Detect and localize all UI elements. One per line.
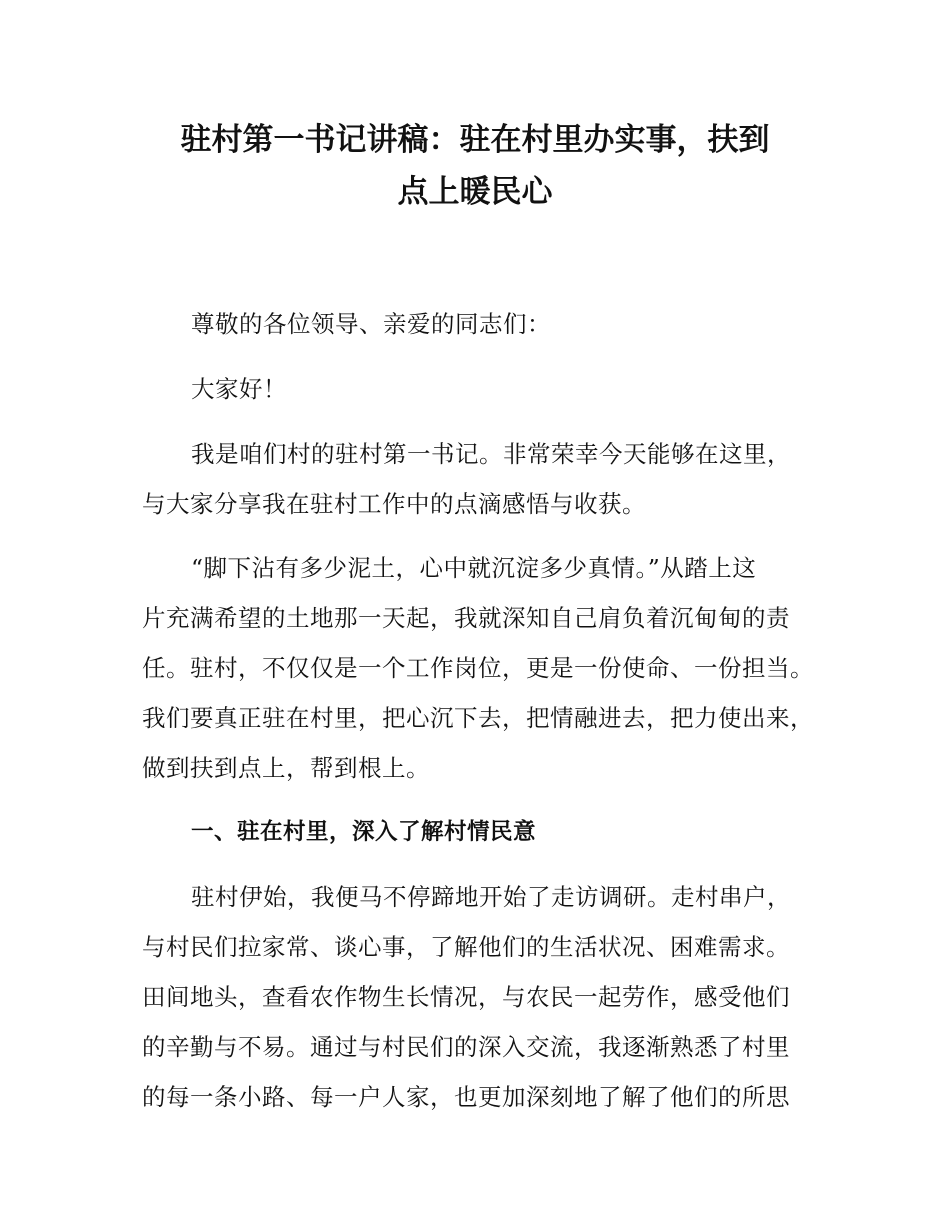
paragraph-2-line-4: 我们要真正驻在村里，把心沉下去，把情融进去，把力使出来， xyxy=(142,704,814,732)
paragraph-3-line-1: 驻村伊始，我便马不停蹄地开始了走访调研。走村串户， xyxy=(191,883,791,911)
paragraph-1-line-1: 我是咱们村的驻村第一书记。非常荣幸今天能够在这里， xyxy=(191,440,791,468)
paragraph-2-line-1: “脚下沾有多少泥土，心中就沉淀多少真情。”从踏上这 xyxy=(191,554,757,582)
paragraph-1-line-2: 与大家分享我在驻村工作中的点滴感悟与收获。 xyxy=(142,490,646,518)
paragraph-2-line-5: 做到扶到点上，帮到根上。 xyxy=(142,754,430,782)
salutation-line: 尊敬的各位领导、亲爱的同志们： xyxy=(191,310,551,338)
greeting-line: 大家好！ xyxy=(191,375,287,403)
paragraph-3-line-4: 的辛勤与不易。通过与村民们的深入交流，我逐渐熟悉了村里 xyxy=(142,1033,790,1061)
section-heading-1: 一、驻在村里，深入了解村情民意 xyxy=(191,819,537,845)
document-title xyxy=(140,114,810,218)
paragraph-3-line-5: 的每一条小路、每一户人家，也更加深刻地了解了他们的所思 xyxy=(142,1083,790,1111)
paragraph-2-line-2: 片充满希望的土地那一天起，我就深知自己肩负着沉甸甸的责 xyxy=(142,604,790,632)
paragraph-3-line-3: 田间地头，查看农作物生长情况，与农民一起劳作，感受他们 xyxy=(142,983,790,1011)
title-line-2: 点上暖民心 xyxy=(397,174,553,210)
title-line-1: 驻村第一书记讲稿：驻在村里办实事，扶到 xyxy=(180,122,770,158)
paragraph-2-line-3: 任。驻村，不仅仅是一个工作岗位，更是一份使命、一份担当。 xyxy=(142,654,814,682)
paragraph-3-line-2: 与村民们拉家常、谈心事，了解他们的生活状况、困难需求。 xyxy=(142,933,790,961)
